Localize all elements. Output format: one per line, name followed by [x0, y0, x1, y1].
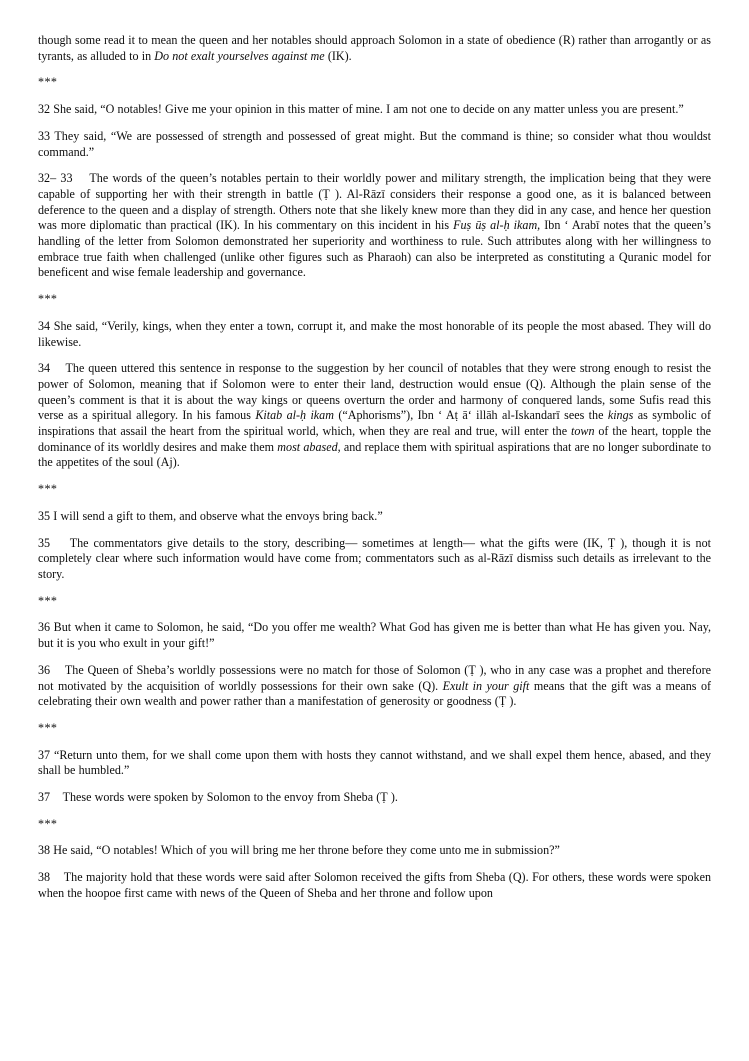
roman-text: means that the gift was a means of celebrating their own wealth and power rather than a manifestation of generosity or goodness (Ṭ ).: [38, 678, 712, 709]
commentary-36: [38, 663, 711, 710]
commentary-text-38: The majority hold that these words were said after Solomon received the gifts from Sheba (Q). For others, these words were spoken when the hoopoe first came with news of the Queen of Sheba and her throne and follow upon: [38, 870, 711, 900]
commentary-number-35: 35: [38, 535, 51, 550]
verse-text-34: She said, “Verily, kings, when they enter a town, corrupt it, and make the most honorable of its people the most abased. They will do likewise.: [38, 318, 711, 349]
paragraph-lead-text: though some read it to mean the queen and her notables should approach Solomon in a state of obedience (R) rather than arrogantly or as tyrants, as alluded to in: [38, 33, 711, 63]
verse-37: [38, 748, 711, 779]
section-separator-3: ***: [38, 482, 58, 497]
commentary-number-37: 37: [38, 790, 51, 805]
section-separator-1: ***: [38, 75, 58, 90]
italic-phrase: kings: [607, 408, 634, 423]
commentary-38: [38, 870, 711, 901]
verse-35: [38, 509, 711, 525]
verse-33: [38, 129, 711, 160]
commentary-spacer: [50, 870, 64, 884]
commentary-spacer: [50, 361, 65, 375]
commentary-37: [38, 790, 711, 806]
verse-text-36: But when it came to Solomon, he said, “Do you offer me wealth? What God has given me is better than what He has given you. Nay, but it is you who exult in your gift!”: [38, 620, 711, 651]
quoted-verse-italic: Do not exalt yourselves against me: [154, 48, 325, 63]
verse-38: [38, 843, 711, 859]
section-separator-5: ***: [38, 720, 58, 735]
commentary-lead-text: The words of the queen’s notables pertain to their worldly power and military strength, the implication being that they were capable of supporting her with their strength in battle (Ṭ ). Al-Rāzī considers their response a good one, as it is balanced between deference to the queen and a display of strength. Others note that she likely knew more than they did in any case, and hence her question was more diplomatic than practical (IK). In his commentary on this incident in his: [38, 171, 711, 233]
commentary-text-37: These words were spoken by Solomon to the envoy from Sheba (Ṭ ).: [62, 790, 398, 805]
verse-number-35: 35: [38, 508, 51, 523]
section-separator-4: ***: [38, 593, 58, 608]
verse-text-38: He said, “O notables! Which of you will bring me her throne before they come unto me in submission?”: [53, 843, 560, 858]
commentary-text-35: The commentators give details to the story, describing— sometimes at length— what the gifts were (IK, Ṭ ), though it is not completely clear where such information would have come from; commentators such as al-Rāzī dismiss such details as irrelevant to the story.: [38, 535, 711, 581]
verse-number-37: 37: [38, 747, 51, 762]
roman-text: The Queen of Sheba’s worldly possessions were no match for those of Solomon (Ṭ ), who in any case was a prophet and therefore not motivated by the acquisition of worldly possessions for their own sake (Q).: [38, 662, 711, 693]
commentary-spacer: [50, 790, 62, 804]
verse-number-32: 32: [38, 102, 51, 117]
section-separator-6: ***: [38, 816, 58, 831]
italic-phrase: town: [570, 424, 595, 439]
book-title-fusus-al-hikam: Fuṣ ūṣ al-ḥ ikam,: [453, 218, 541, 233]
commentary-number-32-33: 32– 33: [38, 171, 73, 186]
commentary-spacer: [73, 171, 90, 185]
verse-number-38: 38: [38, 843, 51, 858]
text-column: [38, 33, 711, 902]
commentary-tail-text: Ibn ʻ Arabī notes that the queen’s handling of the letter from Solomon demonstrated her superiority and worthiness to rule. Such attributes along with her willingness to embrace true faith when challenged (unlike other figures such as Pharaoh) can also be interpreted as constituting a Quranic model for beneficent and wise female leadership and governance.: [38, 218, 711, 280]
verse-text-33: They said, “We are possessed of strength and possessed of great might. But the command is thine; so consider what thou wouldst command.”: [38, 128, 711, 159]
commentary-segments-36: [38, 663, 711, 708]
verse-text-37: “Return unto them, for we shall come upon them with hosts they cannot withstand, and we shall expel them hence, abased, and they shall be humbled.”: [38, 747, 711, 778]
verse-36: [38, 620, 711, 651]
roman-text: as symbolic of inspirations that assail the heart from the spiritual world, which, when they are real and true, will enter the: [38, 408, 711, 439]
commentary-spacer: [50, 536, 70, 550]
commentary-spacer: [50, 663, 65, 677]
paragraph-tail-text: (IK).: [324, 48, 352, 63]
verse-32: [38, 102, 711, 118]
italic-phrase: Exult in your gift: [442, 678, 530, 693]
italic-phrase: Kitab al-ḥ ikam: [255, 408, 334, 423]
verse-number-34: 34: [38, 318, 51, 333]
paragraph-continuation-opening: [38, 33, 711, 64]
roman-text: and replace them with spiritual aspirations that are no longer subordinate to the appetites of the soul (Aj).: [38, 439, 712, 470]
commentary-number-38: 38: [38, 870, 51, 885]
roman-text: The queen uttered this sentence in response to the suggestion by her council of notables that they were strong enough to resist the power of Solomon, meaning that if Solomon were to enter their land, destruction would ensue (Q). Although the plain sense of the queen’s comment is that it is about the way kings or queens overturn the order and harmony of conquered lands, some Sufis read this verse as a spiritual allegory. In his famous: [38, 361, 711, 423]
italic-phrase: most abased,: [277, 439, 341, 454]
verse-text-35: I will send a gift to them, and observe what the envoys bring back.”: [53, 508, 383, 523]
section-separator-2: ***: [38, 292, 58, 307]
verse-text-32: She said, “O notables! Give me your opinion in this matter of mine. I am not one to decide on any matter unless you are present.”: [53, 102, 684, 117]
commentary-32-33: [38, 171, 711, 281]
commentary-35: [38, 536, 711, 583]
commentary-number-36: 36: [38, 662, 51, 677]
roman-text: of the heart, topple the dominance of its worldly desires and make them: [38, 424, 711, 454]
verse-34: [38, 319, 711, 350]
commentary-34: [38, 361, 711, 471]
commentary-segments-34: [38, 361, 711, 469]
verse-number-36: 36: [38, 620, 51, 635]
commentary-number-34: 34: [38, 361, 51, 376]
verse-number-33: 33: [38, 128, 51, 143]
roman-text: (“Aphorisms”), Ibn ʻ Aṭ āʻ illāh al-Iskandarī sees the: [333, 408, 608, 423]
